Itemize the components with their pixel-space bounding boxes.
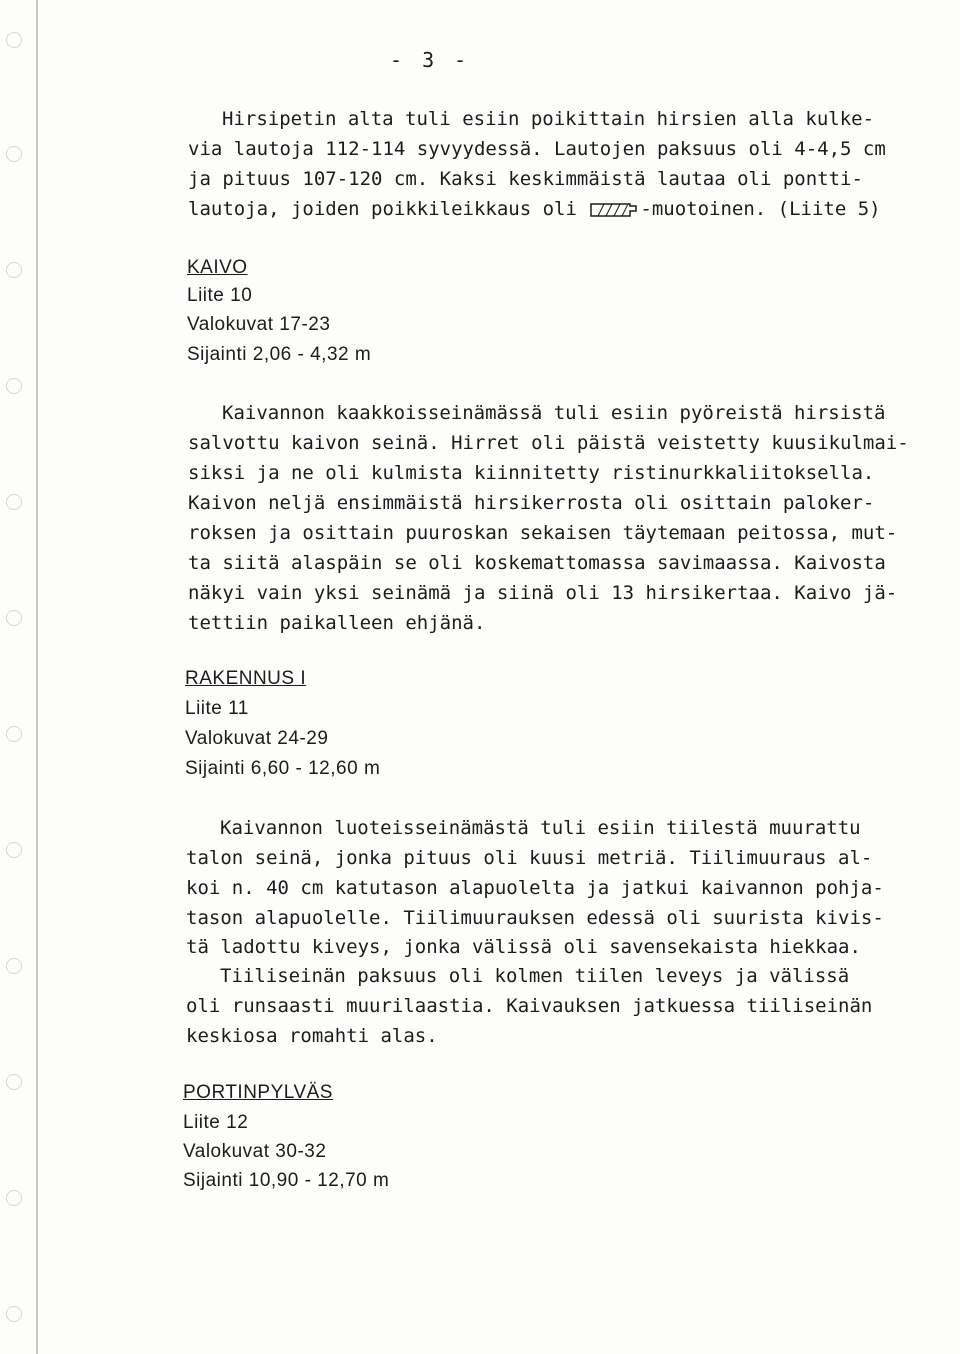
margin-line — [36, 0, 38, 1354]
kaivo-text-line: Kaivannon kaakkoisseinämässä tuli esiin pyöreistä hirsistä — [222, 402, 886, 424]
punch-hole-icon — [6, 1190, 22, 1206]
rakennus-text-line: Kaivannon luoteisseinämästä tuli esiin tiilestä muurattu — [220, 817, 861, 839]
intro-line-4a: lautoja, joiden poikkileikkaus oli — [188, 198, 577, 220]
kaivo-valokuvat: Valokuvat 17-23 — [187, 314, 331, 335]
kaivo-text-line: tettiin paikalleen ehjänä. — [188, 612, 486, 634]
intro-line-2: via lautoja 112-114 syvyydessä. Lautojen paksuus oli 4-4,5 cm — [188, 138, 886, 160]
kaivo-text-line: ta siitä alaspäin se oli koskemattomassa savimaassa. Kaivosta — [188, 552, 886, 574]
punch-hole-icon — [6, 610, 22, 626]
punch-hole-icon — [6, 1306, 22, 1322]
rakennus-sijainti: Sijainti 6,60 - 12,60 m — [185, 758, 381, 779]
punch-hole-icon — [6, 378, 22, 394]
portinpylvas-liite: Liite 12 — [183, 1112, 249, 1133]
rakennus-text-line: oli runsaasti muurilaastia. Kaivauksen jatkuessa tiiliseinän — [186, 995, 873, 1017]
punch-hole-icon — [6, 32, 22, 48]
intro-line-4b: -muotoinen. (Liite 5) — [640, 198, 881, 220]
rakennus-heading: RAKENNUS I — [185, 668, 307, 689]
tongue-groove-profile-icon — [590, 202, 638, 218]
kaivo-liite: Liite 10 — [187, 285, 253, 306]
intro-line-1: Hirsipetin alta tuli esiin poikittain hirsien alla kulke- — [222, 108, 875, 130]
punch-hole-icon — [6, 726, 22, 742]
kaivo-text-line: näkyi vain yksi seinämä ja siinä oli 13 hirsikertaa. Kaivo jä- — [188, 582, 898, 604]
rakennus-text-line: keskiosa romahti alas. — [186, 1025, 438, 1047]
rakennus-text-line: koi n. 40 cm katutason alapuolelta ja jatkui kaivannon pohja- — [186, 877, 884, 899]
kaivo-text-line: roksen ja osittain puuroskan sekaisen täytemaan peitossa, mut- — [188, 522, 898, 544]
rakennus-text-line: talon seinä, jonka pituus oli kuusi metriä. Tiilimuuraus al- — [186, 847, 873, 869]
punch-hole-icon — [6, 842, 22, 858]
kaivo-text-line: siksi ja ne oli kulmista kiinnitetty ristinurkkaliitoksella. — [188, 462, 875, 484]
rakennus-text-line: tä ladottu kiveys, jonka välissä oli savensekaista hiekkaa. — [186, 936, 861, 958]
intro-line-4 — [188, 197, 881, 221]
punch-hole-icon — [6, 494, 22, 510]
punch-hole-icon — [6, 262, 22, 278]
portinpylvas-sijainti: Sijainti 10,90 - 12,70 m — [183, 1170, 390, 1191]
portinpylvas-valokuvat: Valokuvat 30-32 — [183, 1141, 327, 1162]
kaivo-text-line: Kaivon neljä ensimmäistä hirsikerrosta oli osittain paloker- — [188, 492, 875, 514]
page-number: - 3 - — [390, 48, 471, 72]
intro-line-3: ja pituus 107-120 cm. Kaksi keskimmäistä lautaa oli pontti- — [188, 168, 863, 190]
rakennus-liite: Liite 11 — [185, 698, 249, 719]
punch-hole-icon — [6, 146, 22, 162]
rakennus-valokuvat: Valokuvat 24-29 — [185, 728, 329, 749]
kaivo-sijainti: Sijainti 2,06 - 4,32 m — [187, 344, 372, 365]
kaivo-heading: KAIVO — [187, 257, 248, 278]
rakennus-text-line: tason alapuolelle. Tiilimuurauksen edessä oli suurista kivis- — [186, 907, 884, 929]
punch-hole-icon — [6, 958, 22, 974]
rakennus-text-line: Tiiliseinän paksuus oli kolmen tiilen leveys ja välissä — [220, 965, 850, 987]
portinpylvas-heading: PORTINPYLVÄS — [183, 1082, 333, 1103]
punch-hole-icon — [6, 1074, 22, 1090]
kaivo-text-line: salvottu kaivon seinä. Hirret oli päistä veistetty kuusikulmai- — [188, 432, 909, 454]
